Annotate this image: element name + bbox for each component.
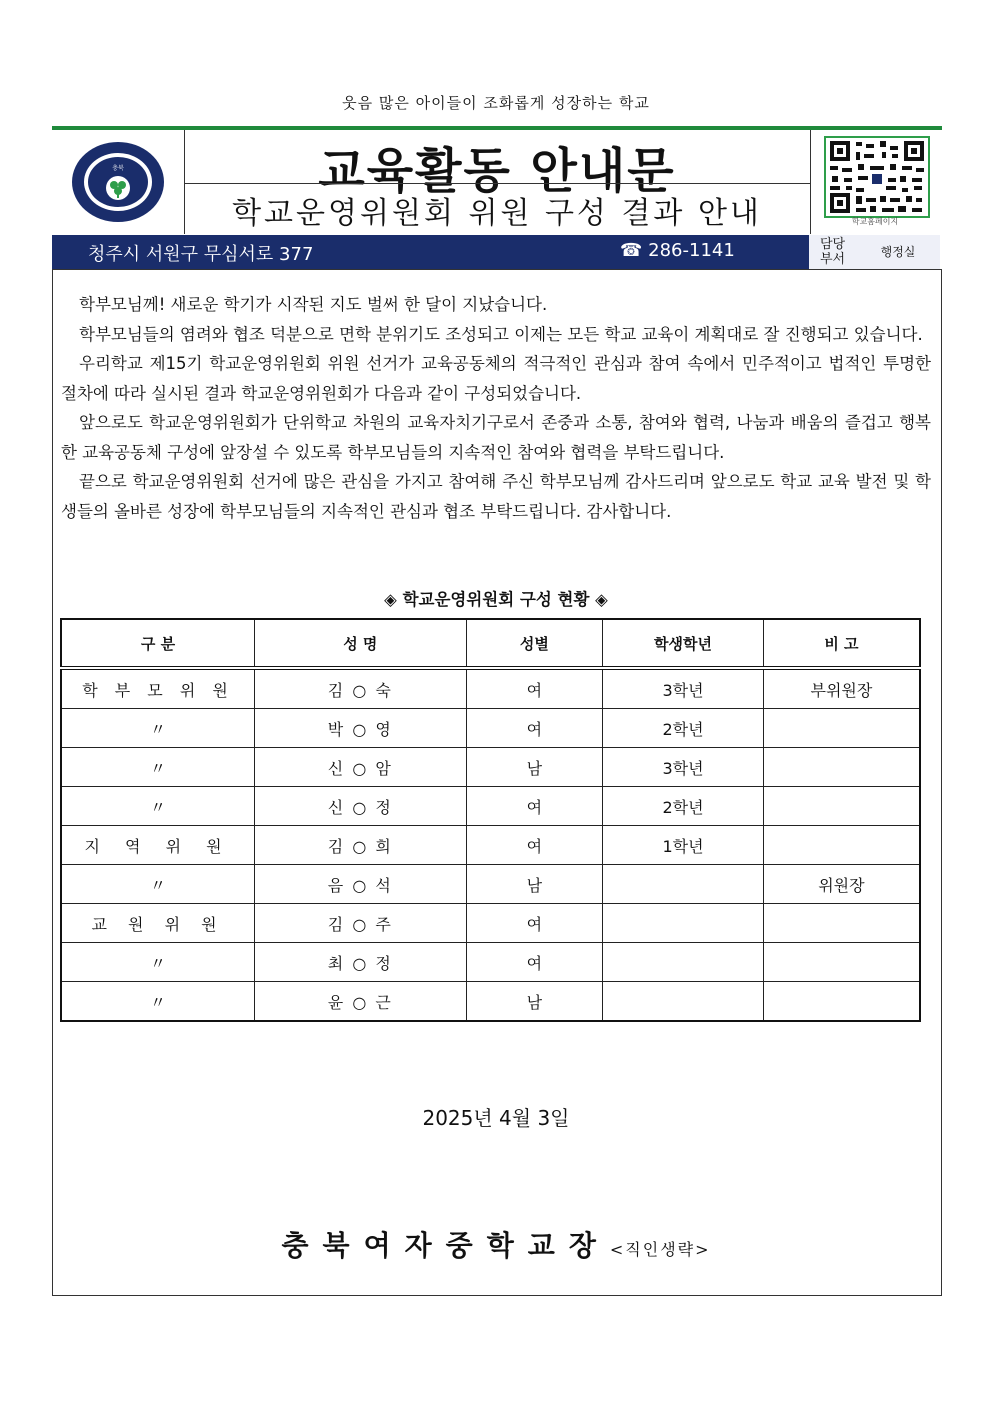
paragraph: 앞으로도 학교운영위원회가 단위학교 차원의 교육자치기구로서 존중과 소통, 참여와 협력, 나눔과 배움의 즐겁고 행복한 교육공동체 구성에 앞장설 수 있도록 학부모님들의 지속적인 참여와 협력을 부탁드립니다. [61,413,931,462]
school-address: 청주시 서원구 무심서로 377 [88,244,314,265]
table-row [61,787,920,826]
paragraph: 학부모님께! 새로운 학기가 시작된 지도 벌써 한 달이 지났습니다. [79,295,548,314]
committee-table [60,618,921,1022]
header-name: 성 명 [255,619,466,668]
qr-code-icon[interactable] [824,136,930,218]
table-row [61,865,920,904]
qr-label: 학교홈페이지 [851,217,899,226]
principal-signature: 충북여자중학교장 [281,1229,610,1262]
qr-cell [810,130,940,234]
cell-note: 부위원장 [763,668,920,709]
cell-note [763,709,920,748]
logo-cell [52,130,185,234]
info-bar [52,235,809,269]
cell-name: 김 ○ 희 [255,826,466,865]
cell-grade: 2학년 [603,787,764,826]
cell-name: 신 ○ 정 [255,787,466,826]
cell-grade: 3학년 [603,668,764,709]
dept-label-line-2: 부서 [819,252,846,267]
cell-gender: 여 [466,787,603,826]
cell-name: 신 ○ 암 [255,748,466,787]
dept-label [809,235,857,269]
cell-note [763,787,920,826]
cell-name: 음 ○ 석 [255,865,466,904]
cell-category: 〃 [61,943,255,982]
table-row [61,748,920,787]
cell-name: 박 ○ 영 [255,709,466,748]
document-title: 교육활동 안내문 [318,143,676,199]
letter-body [61,290,931,526]
school-motto: 웃음 많은 아이들이 조화롭게 성장하는 학교 [342,94,650,112]
header-gender: 성별 [466,619,603,668]
dept-label-line-1: 담당 [819,237,846,252]
table-row [61,709,920,748]
cell-name: 윤 ○ 근 [255,982,466,1022]
table-row [61,668,920,709]
cell-category: 〃 [61,865,255,904]
cell-note [763,982,920,1022]
svg-text:충북: 충북 [112,165,124,172]
cell-name: 김 ○ 숙 [255,668,466,709]
dept-value: 행정실 [856,235,940,269]
table-row [61,943,920,982]
cell-category: 〃 [61,748,255,787]
cell-category: 〃 [61,709,255,748]
paragraph: 학부모님들의 염려와 협조 덕분으로 면학 분위기도 조성되고 이제는 모든 학교 교육이 계획대로 잘 진행되고 있습니다. [79,324,923,344]
cell-note: 위원장 [763,865,920,904]
title-divider [184,183,810,184]
school-phone: ☎ 286-1141 [620,240,735,261]
header-category: 구 분 [61,619,255,668]
cell-category: 〃 [61,982,255,1022]
cell-grade [603,943,764,982]
cell-gender: 여 [466,904,603,943]
cell-grade: 3학년 [603,748,764,787]
document-header [52,130,940,234]
cell-grade [603,904,764,943]
seal-omitted-note: <직인생략> [609,1240,711,1259]
cell-category: 교 원 위 원 [61,904,255,943]
document-subtitle: 학교운영위원회 위원 구성 결과 안내 [232,196,762,231]
cell-category: 지 역 위 원 [61,826,255,865]
cell-gender: 여 [466,709,603,748]
cell-note [763,826,920,865]
cell-gender: 남 [466,982,603,1022]
school-logo [70,140,166,224]
cell-grade: 1학년 [603,826,764,865]
table-title: ◈ 학교운영위원회 구성 현황 ◈ [384,590,608,609]
cell-gender: 여 [466,943,603,982]
cell-note [763,904,920,943]
cell-name: 최 ○ 정 [255,943,466,982]
cell-grade [603,982,764,1022]
signature-block [0,1224,992,1264]
cell-grade [603,865,764,904]
cell-gender: 남 [466,865,603,904]
issue-date: 2025년 4월 3일 [422,1106,570,1130]
cell-note [763,943,920,982]
header-grade: 학생학년 [603,619,764,668]
cell-grade: 2학년 [603,709,764,748]
header-note: 비 고 [763,619,920,668]
cell-gender: 남 [466,748,603,787]
cell-category: 〃 [61,787,255,826]
cell-gender: 여 [466,826,603,865]
table-header-row [61,619,920,668]
cell-category: 학 부 모 위 원 [61,668,255,709]
cell-note [763,748,920,787]
title-cell [184,130,811,234]
table-row [61,982,920,1022]
cell-name: 김 ○ 주 [255,904,466,943]
paragraph: 우리학교 제15기 학교운영위원회 위원 선거가 교육공동체의 적극적인 관심과 참여 속에서 민주적이고 법적인 투명한 절차에 따라 실시된 결과 학교운영위원회가 다음과 같이 구성되었습니다. [61,354,931,403]
table-row [61,904,920,943]
cell-gender: 여 [466,668,603,709]
paragraph: 끝으로 학교운영위원회 선거에 많은 관심을 가지고 참여해 주신 학부모님께 감사드리며 앞으로도 학교 교육 발전 및 학생들의 올바른 성장에 학부모님들의 지속적인 관심과 협조 부탁드립니다. 감사합니다. [61,472,931,521]
table-row [61,826,920,865]
